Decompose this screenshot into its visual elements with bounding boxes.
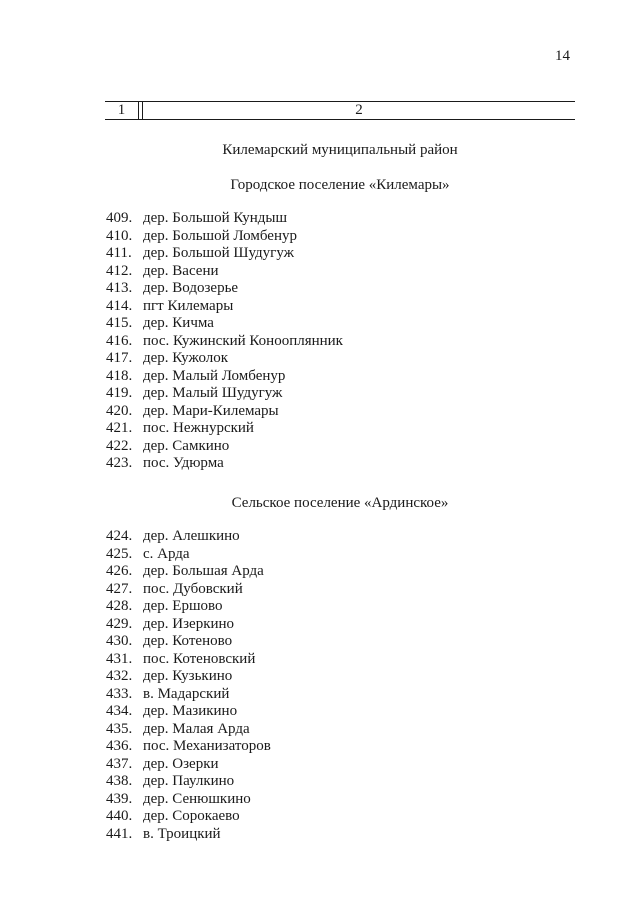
item-name: пос. Кужинский Конооплянник bbox=[143, 332, 343, 349]
item-name: дер. Самкино bbox=[143, 437, 230, 454]
item-number: 425. bbox=[106, 545, 133, 562]
settlement-list bbox=[106, 528, 271, 843]
list-item bbox=[106, 686, 271, 704]
list-item bbox=[106, 826, 271, 844]
item-number: 439. bbox=[106, 790, 133, 807]
list-item bbox=[106, 210, 343, 228]
item-number: 433. bbox=[106, 685, 133, 702]
item-number: 430. bbox=[106, 633, 133, 649]
item-number: 440. bbox=[106, 808, 133, 824]
item-name: дер. Сенюшкино bbox=[143, 790, 251, 807]
list-item bbox=[106, 703, 271, 721]
item-name: дер. Малый Ломбенур bbox=[143, 367, 286, 384]
settlement-list bbox=[106, 210, 343, 473]
list-item bbox=[106, 598, 271, 616]
item-number: 429. bbox=[106, 615, 133, 632]
item-number: 426. bbox=[106, 563, 133, 579]
item-number: 412. bbox=[106, 262, 133, 279]
item-number: 413. bbox=[106, 280, 133, 296]
list-item bbox=[106, 668, 271, 686]
item-number: 436. bbox=[106, 738, 133, 754]
item-number: 417. bbox=[106, 350, 133, 366]
item-name: дер. Паулкино bbox=[143, 773, 235, 789]
item-name: дер. Большая Арда bbox=[143, 563, 264, 579]
item-name: дер. Алешкино bbox=[143, 528, 240, 544]
list-item bbox=[106, 651, 271, 669]
item-name: дер. Ершово bbox=[143, 598, 223, 614]
item-name: дер. Кузькино bbox=[143, 668, 233, 684]
item-name: пос. Котеновский bbox=[143, 650, 256, 667]
list-item bbox=[106, 280, 343, 298]
list-item bbox=[106, 581, 271, 599]
item-number: 424. bbox=[106, 528, 133, 544]
list-item bbox=[106, 455, 343, 473]
item-number: 422. bbox=[106, 437, 133, 454]
column-header-row bbox=[105, 101, 575, 120]
item-name: дер. Васени bbox=[143, 262, 219, 279]
list-item bbox=[106, 808, 271, 826]
item-number: 420. bbox=[106, 402, 133, 419]
list-item bbox=[106, 563, 271, 581]
list-item bbox=[106, 228, 343, 246]
item-name: дер. Большой Ломбенур bbox=[143, 227, 297, 244]
item-name: пос. Дубовский bbox=[143, 580, 243, 597]
header-column-2: 2 bbox=[355, 102, 363, 118]
item-name: дер. Кужолок bbox=[143, 350, 229, 366]
section-title: Городское поселение «Килемары» bbox=[230, 177, 450, 193]
item-name: дер. Мари-Килемары bbox=[143, 402, 279, 419]
list-item bbox=[106, 420, 343, 438]
item-number: 432. bbox=[106, 668, 133, 684]
header-bottom-rule bbox=[105, 119, 575, 120]
list-item bbox=[106, 738, 271, 756]
item-name: пос. Удюрма bbox=[143, 455, 224, 471]
item-name: дер. Малый Шудугуж bbox=[143, 385, 283, 401]
header-column-1: 1 bbox=[117, 102, 126, 118]
item-number: 437. bbox=[106, 755, 133, 772]
item-number: 415. bbox=[106, 315, 133, 331]
item-name: дер. Котеново bbox=[143, 633, 233, 649]
item-number: 421. bbox=[106, 420, 133, 436]
page-number: 14 bbox=[555, 48, 570, 64]
item-name: дер. Озерки bbox=[143, 755, 219, 772]
list-item bbox=[106, 773, 271, 791]
item-name: дер. Водозерье bbox=[143, 280, 239, 296]
item-name: дер. Малая Арда bbox=[143, 720, 250, 737]
item-name: в. Мадарский bbox=[143, 685, 230, 702]
item-name: дер. Изеркино bbox=[143, 615, 235, 632]
item-number: 411. bbox=[106, 245, 132, 261]
list-item bbox=[106, 791, 271, 809]
list-item bbox=[106, 368, 343, 386]
list-item bbox=[106, 756, 271, 774]
item-name: дер. Большой Кундыш bbox=[143, 210, 288, 226]
item-name: дер. Большой Шудугуж bbox=[143, 245, 294, 261]
item-number: 414. bbox=[106, 297, 133, 314]
list-item bbox=[106, 438, 343, 456]
item-name: пос. Механизаторов bbox=[143, 738, 271, 754]
item-number: 434. bbox=[106, 703, 133, 719]
item-number: 435. bbox=[106, 720, 133, 737]
item-name: дер. Мазикино bbox=[143, 703, 238, 719]
district-title: Килемарский муниципальный район bbox=[222, 142, 458, 158]
list-item bbox=[106, 633, 271, 651]
list-item bbox=[106, 245, 343, 263]
item-name: дер. Сорокаево bbox=[143, 808, 240, 824]
list-item bbox=[106, 546, 271, 564]
list-item bbox=[106, 333, 343, 351]
list-item bbox=[106, 403, 343, 421]
item-number: 419. bbox=[106, 385, 133, 401]
item-name: в. Троицкий bbox=[143, 825, 221, 842]
list-item bbox=[106, 350, 343, 368]
list-item bbox=[106, 315, 343, 333]
item-name: дер. Кичма bbox=[143, 315, 214, 331]
item-name: пгт Килемары bbox=[143, 297, 234, 314]
item-number: 409. bbox=[106, 210, 133, 226]
list-item bbox=[106, 721, 271, 739]
list-item bbox=[106, 298, 343, 316]
item-number: 410. bbox=[106, 227, 133, 244]
list-item bbox=[106, 385, 343, 403]
item-number: 423. bbox=[106, 455, 133, 471]
item-number: 416. bbox=[106, 332, 133, 349]
list-item bbox=[106, 616, 271, 634]
item-number: 418. bbox=[106, 367, 133, 384]
item-name: с. Арда bbox=[143, 545, 190, 562]
item-name: пос. Нежнурский bbox=[143, 420, 254, 436]
list-item bbox=[106, 263, 343, 281]
item-number: 428. bbox=[106, 598, 133, 614]
item-number: 431. bbox=[106, 650, 133, 667]
item-number: 438. bbox=[106, 773, 133, 789]
section-title: Сельское поселение «Ардинское» bbox=[231, 495, 449, 511]
header-column-divider bbox=[138, 101, 139, 120]
item-number: 427. bbox=[106, 580, 133, 597]
item-number: 441. bbox=[106, 825, 133, 842]
list-item bbox=[106, 528, 271, 546]
